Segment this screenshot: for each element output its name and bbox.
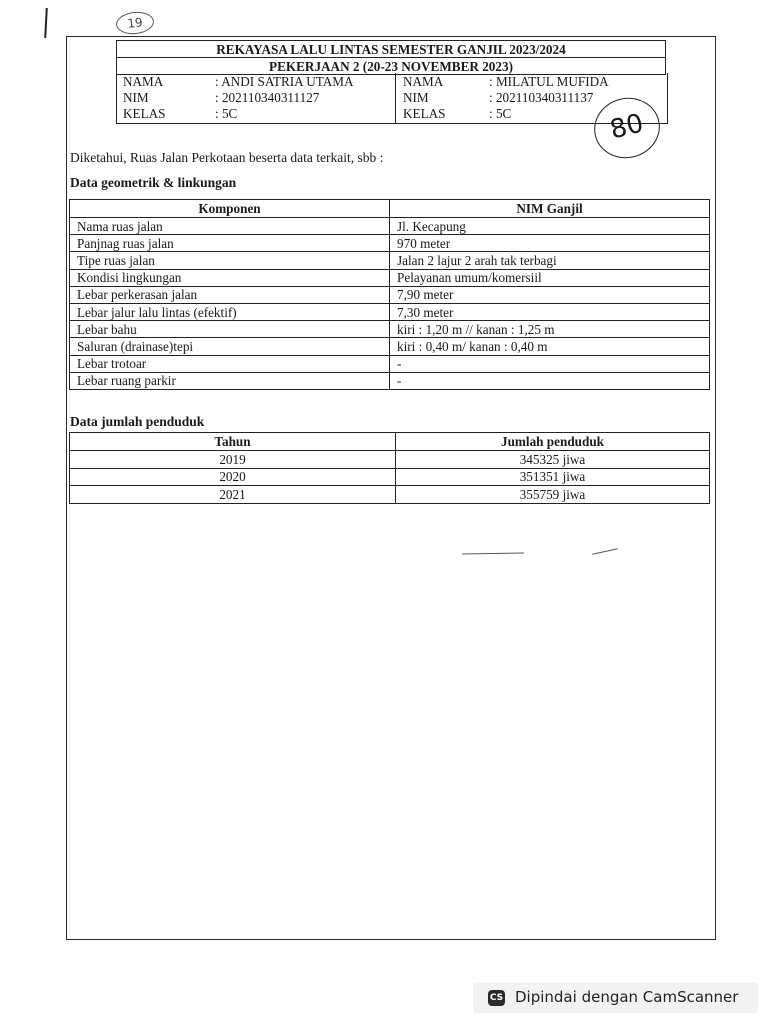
geo-component: Kondisi lingkungan [70,269,390,286]
student1-nim-label: NIM [123,90,149,105]
page-number-mark: 19 [115,10,155,36]
geo-component: Lebar bahu [70,321,390,338]
geo-value: kiri : 1,20 m // kanan : 1,25 m [390,321,710,338]
geometric-data-table [69,199,710,390]
margin-pen-mark [44,8,48,38]
geo-value: Pelayanan umum/komersiil [390,269,710,286]
student-info-grid [116,73,668,124]
student1-name-label: NAMA [123,74,164,89]
table-header-row [70,200,710,218]
geo-value: 970 meter [390,235,710,252]
geo-component: Tipe ruas jalan [70,252,390,269]
pop-count: 351351 jiwa [396,468,710,486]
table-row [70,338,710,355]
student1-class-value: : 5C [215,106,238,121]
table-row [70,252,710,269]
student2-nim-value: : 202110340311137 [489,90,594,105]
score-mark: 80 [588,91,667,165]
table-row [70,468,710,486]
table-row [70,355,710,372]
student2-nim-label: NIM [403,90,429,105]
student-info-divider [395,73,396,123]
geo-header-component: Komponen [70,200,390,218]
pop-count: 345325 jiwa [396,451,710,469]
geo-component: Saluran (drainase)tepi [70,338,390,355]
geo-value: Jalan 2 lajur 2 arah tak terbagi [390,252,710,269]
geo-value: 7,90 meter [390,286,710,303]
student2-name-value: : MILATUL MUFIDA [489,74,609,89]
table-row [70,486,710,504]
geo-header-value: NIM Ganjil [390,200,710,218]
pop-header-count: Jumlah penduduk [396,433,710,451]
geo-section-title: Data geometrik & linkungan [70,175,237,190]
pop-year: 2019 [70,451,396,469]
student1-class-label: KELAS [123,106,166,121]
student2-name-label: NAMA [403,74,444,89]
pop-header-year: Tahun [70,433,396,451]
geo-value: 7,30 meter [390,303,710,320]
student1-nim-value: : 202110340311127 [215,90,320,105]
student1-name-value: : ANDI SATRIA UTAMA [215,74,354,89]
geo-component: Lebar perkerasan jalan [70,286,390,303]
pop-year: 2020 [70,468,396,486]
population-data-table [69,432,710,504]
table-row [70,321,710,338]
student2-class-label: KELAS [403,106,446,121]
table-row [70,303,710,320]
intro-text: Diketahui, Ruas Jalan Perkotaan beserta data terkait, sbb : [70,150,384,165]
geo-component: Panjnag ruas jalan [70,235,390,252]
camscanner-logo-icon: CS [488,990,505,1006]
geo-value: - [390,355,710,372]
geo-component: Lebar trotoar [70,355,390,372]
geo-value: - [390,372,710,389]
geo-component: Lebar jalur lalu lintas (efektif) [70,303,390,320]
student2-class-value: : 5C [489,106,512,121]
pop-year: 2021 [70,486,396,504]
table-row [70,451,710,469]
table-row [70,286,710,303]
table-row [70,269,710,286]
geo-component: Lebar ruang parkir [70,372,390,389]
header-title-table [116,40,666,75]
course-title: REKAYASA LALU LINTAS SEMESTER GANJIL 2023/2024 [117,41,666,58]
camscanner-text: Dipindai dengan CamScanner [515,988,739,1006]
assignment-title: PEKERJAAN 2 (20-23 NOVEMBER 2023) [117,58,666,75]
table-row [70,372,710,389]
table-row [70,235,710,252]
population-section-title: Data jumlah penduduk [70,414,205,429]
table-header-row [70,433,710,451]
pop-count: 355759 jiwa [396,486,710,504]
camscanner-watermark [473,983,758,1013]
geo-value: Jl. Kecapung [390,218,710,235]
geo-component: Nama ruas jalan [70,218,390,235]
geo-value: kiri : 0,40 m/ kanan : 0,40 m [390,338,710,355]
table-row [70,218,710,235]
